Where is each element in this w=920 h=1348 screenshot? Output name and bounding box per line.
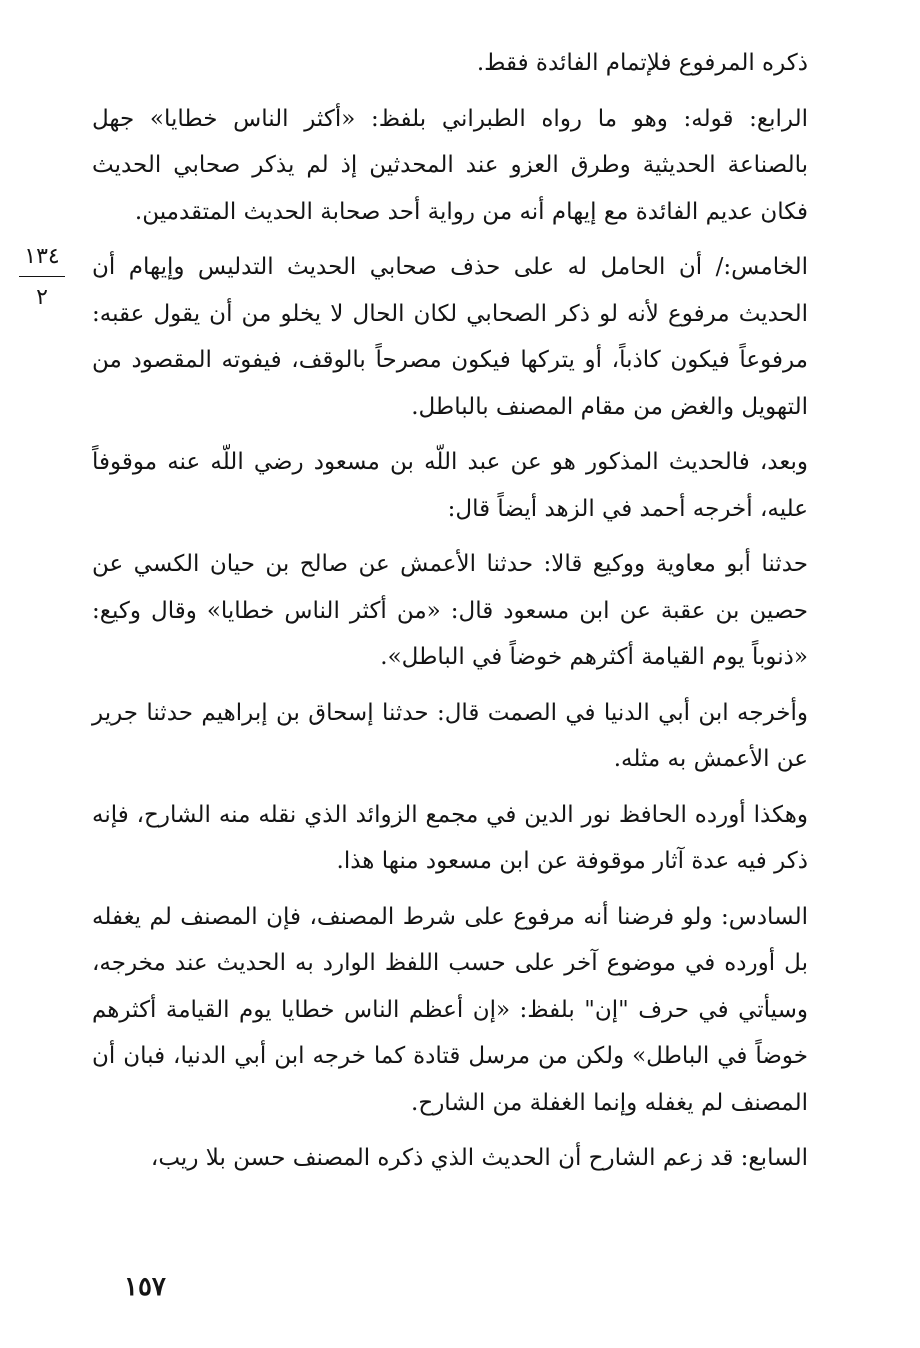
paragraph-seventh: السابع: قد زعم الشارح أن الحديث الذي ذكره المصنف حسن بلا ريب، bbox=[150, 1145, 808, 1171]
margin-reference bbox=[18, 242, 66, 313]
body-text bbox=[92, 40, 808, 1191]
paragraph-sixth: السادس: ولو فرضنا أنه مرفوع على شرط المصنف، فإن المصنف لم يغفله بل أورده في موضوع آخر على حسب اللفظ الوارد به الحديث عند مخرجه، وسيأتي في حرف "إن" بلفظ: «إن أعظم الناس خطايا يوم القيامة أكثرهم خوضاً في الباطل» ولكن من مرسل قتادة كما خرجه ابن أبي الدنيا، فبان أن المصنف لم يغفله وإنما الغفلة من الشارح. bbox=[92, 903, 808, 1116]
paragraph-continuation: ذكره المرفوع فلإتمام الفائدة فقط. bbox=[476, 50, 808, 76]
margin-reference-rule bbox=[19, 276, 65, 277]
paragraph-fourth: الرابع: قوله: وهو ما رواه الطبراني بلفظ: «أكثر الناس خطايا» جهل بالصناعة الحديثية وطرق العزو عند المحدثين إذ لم يذكر صحابي الحديث فكان عديم الفائدة مع إيهام أنه من رواية أحد صحابة الحديث المتقدمين. bbox=[92, 105, 808, 225]
paragraph-hadith-intro: وبعد، فالحديث المذكور هو عن عبد اللّه بن مسعود رضي اللّه عنه موقوفاً عليه، أخرجه أحمد في الزهد أيضاً قال: bbox=[92, 449, 808, 522]
margin-reference-bottom: ٢ bbox=[36, 285, 48, 310]
paragraph-fifth: الخامس:/ أن الحامل له على حذف صحابي الحديث التدليس وإيهام أن الحديث مرفوع لأنه لو ذكر الصحابي لكان الحال لا يخلو من أن يقول عقبه: مرفوعاً فيكون كاذباً، أو يتركها فيكون مصرحاً بالوقف، فيفوته المقصود من التهويل والغض من مقام المصنف بالباطل. bbox=[92, 254, 808, 420]
margin-reference-top: ١٣٤ bbox=[24, 244, 60, 269]
paragraph-ahmad-narration: حدثنا أبو معاوية ووكيع قالا: حدثنا الأعمش عن صالح بن حيان الكسي عن حصين بن عقبة عن ابن مسعود قال: «من أكثر الناس خطايا» وقال وكيع: «ذنوباً يوم القيامة أكثرهم خوضاً في الباطل». bbox=[92, 551, 808, 670]
paragraph-majma-zawaid: وهكذا أورده الحافظ نور الدين في مجمع الزوائد الذي نقله منه الشارح، فإنه ذكر فيه عدة آثار موقوفة عن ابن مسعود منها هذا. bbox=[92, 801, 808, 874]
paragraph-ibn-abi-dunya: وأخرجه ابن أبي الدنيا في الصمت قال: حدثنا إسحاق بن إبراهيم حدثنا جرير عن الأعمش به مثله. bbox=[92, 699, 808, 772]
page-number: ١٥٧ bbox=[124, 1272, 166, 1302]
